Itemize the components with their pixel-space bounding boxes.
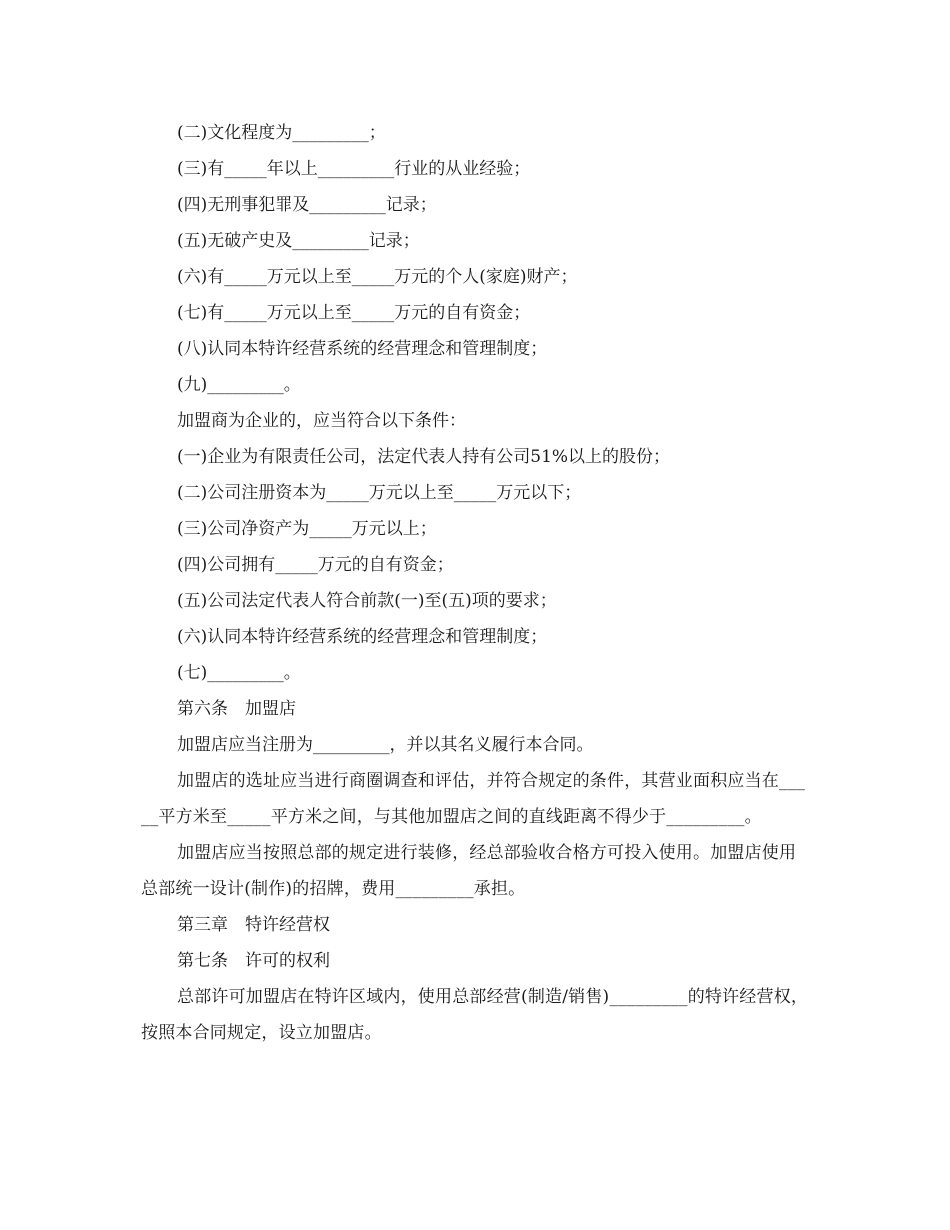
clause-no-bankruptcy: (五)无破产史及_________记录；	[177, 231, 420, 251]
clause-net-assets: (三)公司净资产为_____万元以上；	[177, 519, 437, 539]
document-body	[141, 115, 811, 1051]
clause-legal-rep: (五)公司法定代表人符合前款(一)至(五)项的要求；	[177, 591, 557, 611]
clause-personal-assets: (六)有_____万元以上至_____万元的个人(家庭)财产；	[177, 267, 578, 287]
article-7-heading: 第七条 许可的权利	[177, 951, 330, 971]
article-6-heading: 第六条 加盟店	[177, 699, 296, 719]
enterprise-conditions-heading: 加盟商为企业的，应当符合以下条件：	[177, 411, 466, 431]
clause-company-agree-philosophy: (六)认同本特许经营系统的经营理念和管理制度；	[177, 627, 548, 647]
clause-other-individual: (九)_________。	[177, 375, 301, 395]
clause-own-funds: (七)有_____万元以上至_____万元的自有资金；	[177, 303, 531, 323]
clause-other-enterprise: (七)_________。	[177, 663, 301, 683]
chapter-3-heading: 第三章 特许经营权	[177, 915, 330, 935]
clause-education: (二)文化程度为_________；	[177, 123, 386, 143]
store-site-paragraph: 加盟店的选址应当进行商圈调查和评估，并符合规定的条件，其营业面积应当在_____平方米至_____平方米之间，与其他加盟店之间的直线距离不得少于_________。	[141, 771, 806, 827]
clause-no-criminal-record: (四)无刑事犯罪及_________记录；	[177, 195, 437, 215]
license-paragraph: 总部许可加盟店在特许区域内，使用总部经营(制造/销售)_________的特许经营权，按照本合同规定，设立加盟店。	[141, 987, 809, 1043]
store-decoration-paragraph: 加盟店应当按照总部的规定进行装修，经总部验收合格方可投入使用。加盟店使用总部统一设计(制作)的招牌，费用_________承担。	[141, 843, 797, 899]
clause-agree-philosophy: (八)认同本特许经营系统的经营理念和管理制度；	[177, 339, 548, 359]
store-registration: 加盟店应当注册为_________，并以其名义履行本合同。	[177, 735, 594, 755]
clause-llc: (一)企业为有限责任公司，法定代表人持有公司51%以上的股份；	[177, 447, 671, 467]
clause-experience: (三)有_____年以上_________行业的从业经验；	[177, 159, 531, 179]
clause-registered-capital: (二)公司注册资本为_____万元以上至_____万元以下；	[177, 483, 582, 503]
clause-company-funds: (四)公司拥有_____万元的自有资金；	[177, 555, 454, 575]
